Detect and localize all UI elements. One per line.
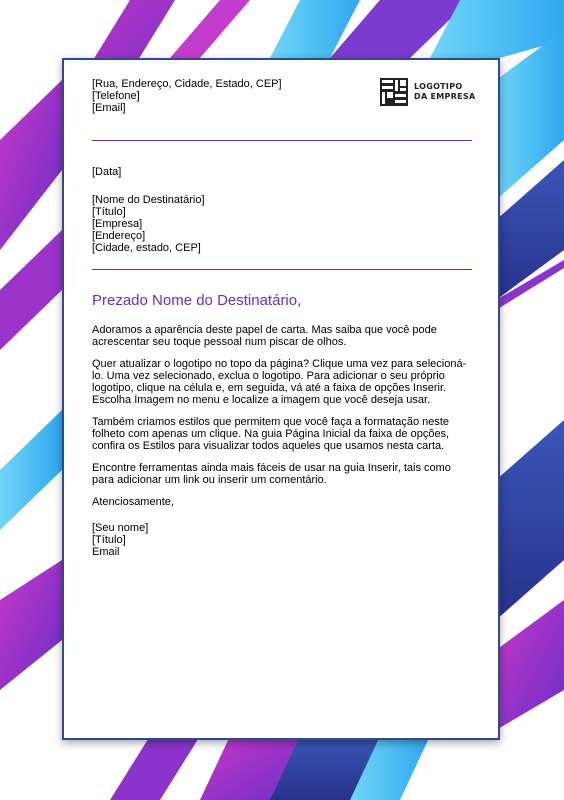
signature-block	[92, 522, 474, 558]
salutation[interactable]: Prezado Nome do Destinatário,	[92, 292, 302, 309]
signature-name[interactable]: [Seu nome]	[92, 522, 149, 534]
body-paragraph[interactable]: Também criamos estilos que permitem que você faça a formatação neste folheto com apenas um clique. Na guia Página Inicial da faixa de opções, confira os Estilos para visualizar todos aqueles que usamos nesta carta.	[92, 416, 450, 452]
letter-body	[92, 324, 474, 558]
recipient-divider	[92, 269, 472, 270]
letter-date[interactable]: [Data]	[92, 166, 122, 178]
logo-line-2: DA EMPRESA	[414, 92, 476, 101]
sender-email[interactable]: [Email]	[92, 102, 126, 114]
logo-mark-icon	[380, 78, 408, 106]
sender-block	[92, 78, 282, 114]
date-block	[92, 166, 121, 178]
recipient-city[interactable]: [Cidade, estado, CEP]	[92, 242, 201, 254]
company-logo[interactable]	[380, 78, 475, 106]
sender-phone[interactable]: [Telefone]	[92, 90, 140, 102]
recipient-company[interactable]: [Empresa]	[92, 218, 143, 230]
body-paragraph[interactable]: Encontre ferramentas ainda mais fáceis de usar na guia Inserir, tais como para adicionar um link ou inserir um comentário.	[92, 462, 451, 486]
signature-title[interactable]: [Título]	[92, 534, 126, 546]
sender-address[interactable]: [Rua, Endereço, Cidade, Estado, CEP]	[92, 78, 282, 90]
logo-line-1: LOGOTIPO	[414, 82, 463, 91]
body-paragraph[interactable]: Quer atualizar o logotipo no topo da página? Clique uma vez para selecioná-lo. Uma vez selecionado, exclua o logotipo. Para adicionar o seu próprio logotipo, clique na célula e, em seguida, vá até a faixa de opções Inserir. Escolha Imagem no menu e localize a imagem que você deseja usar.	[92, 358, 467, 406]
closing[interactable]: Atenciosamente,	[92, 496, 174, 508]
signature-email[interactable]: Email	[92, 546, 120, 558]
recipient-block	[92, 194, 205, 254]
recipient-title[interactable]: [Título]	[92, 206, 126, 218]
header-divider	[92, 140, 472, 141]
recipient-address[interactable]: [Endereço]	[92, 230, 146, 242]
letter-page	[62, 58, 500, 740]
body-paragraph[interactable]: Adoramos a aparência deste papel de carta. Mas saiba que você pode acrescentar seu toque pessoal num piscar de olhos.	[92, 324, 437, 348]
recipient-name[interactable]: [Nome do Destinatário]	[92, 194, 205, 206]
logo-text	[414, 82, 475, 102]
